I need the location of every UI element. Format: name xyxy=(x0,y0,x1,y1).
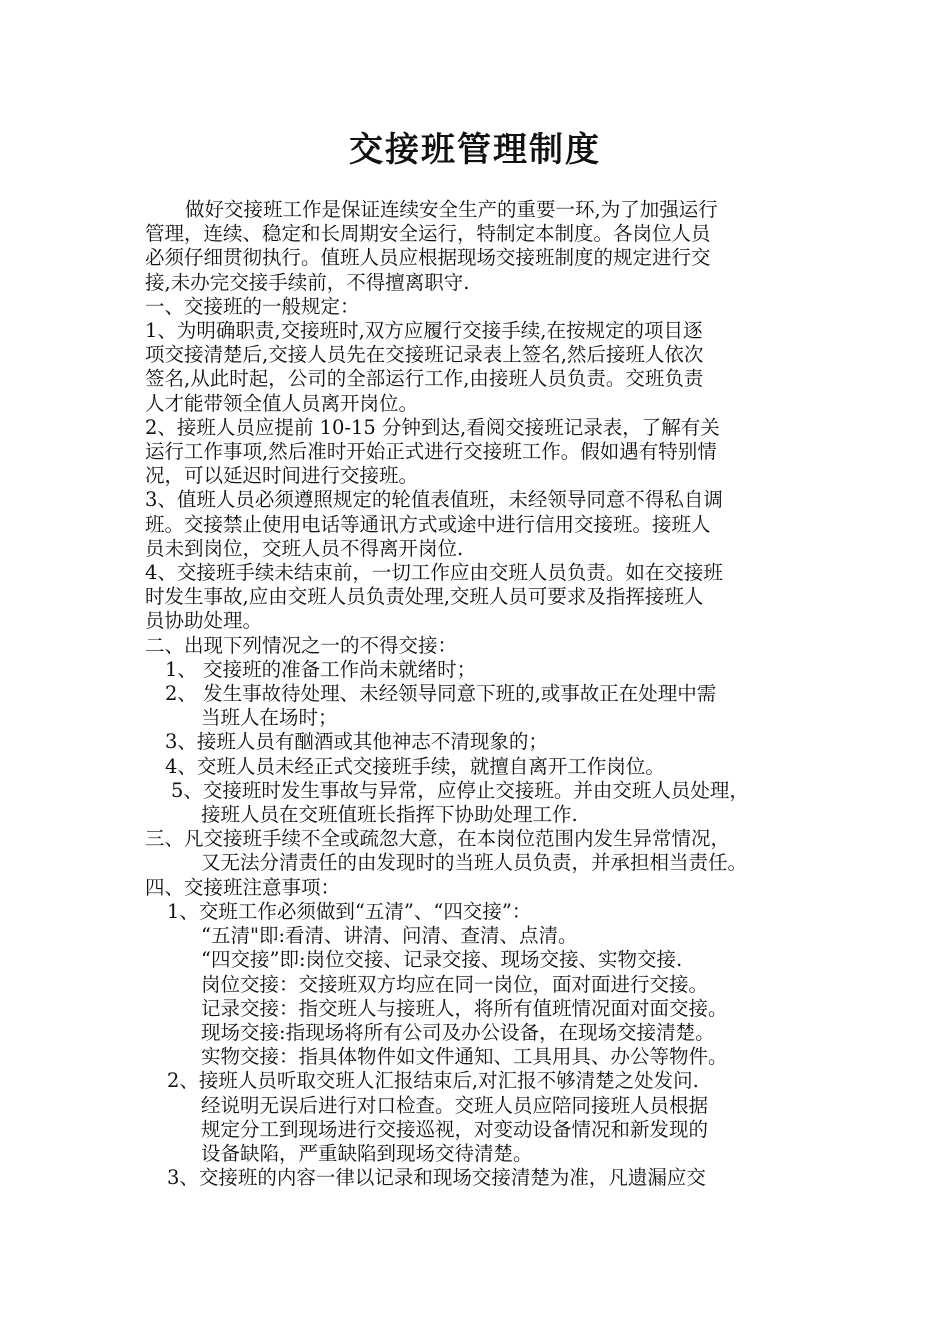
body-line: 况，可以延迟时间进行交接班。 xyxy=(145,464,419,488)
body-line: 员协助处理。 xyxy=(145,609,263,633)
section-heading: 四、交接班注意事项： xyxy=(145,875,341,899)
list-subitem: 实物交接：指具体物件如文件通知、工具用具、办公等物件。 xyxy=(201,1045,728,1069)
body-line: 接,未办完交接手续前，不得擅离职守. xyxy=(145,270,470,294)
body-line: 时发生事故,应由交班人员负责处理,交班人员可要求及指挥接班人 xyxy=(145,585,704,609)
list-subitem: “四交接”即:岗位交接、记录交接、现场交接、实物交接. xyxy=(201,948,683,972)
document-body xyxy=(145,198,815,1190)
body-line: 项交接清楚后,交接人员先在交接班记录表上签名,然后接班人依次 xyxy=(145,343,704,367)
list-item-continuation: 接班人员在交班值班长指挥下协助处理工作. xyxy=(201,803,578,827)
list-item: 1、 交接班的准备工作尚未就绪时； xyxy=(165,657,477,681)
list-subitem: 现场交接:指现场将所有公司及办公设备，在现场交接清楚。 xyxy=(201,1020,715,1044)
list-item: 2、 发生事故待处理、未经领导同意下班的,或事故正在处理中需 xyxy=(165,682,717,706)
body-line: 3、值班人员必须遵照规定的轮值表值班，未经领导同意不得私自调 xyxy=(145,488,723,512)
list-subitem: “五清"即:看清、讲清、问清、查清、点清。 xyxy=(201,924,578,948)
section-heading: 二、出现下列情况之一的不得交接： xyxy=(145,633,458,657)
list-item: 4、交班人员未经正式交接班手续，就擅自离开工作岗位。 xyxy=(165,754,665,778)
body-line: 必须仔细贯彻执行。值班人员应根据现场交接班制度的规定进行交 xyxy=(145,246,711,270)
body-line: 班。交接禁止使用电话等通讯方式或途中进行信用交接班。接班人 xyxy=(145,512,711,536)
body-line: 人才能带领全值人员离开岗位。 xyxy=(145,391,419,415)
list-item: 1、交班工作必须做到“五清”、“四交接”： xyxy=(167,899,532,923)
intro-line-1: 做好交接班工作是保证连续安全生产的重要一环,为了加强运行 xyxy=(185,198,718,221)
list-item: 5、交接班时发生事故与异常，应停止交接班。并由交班人员处理， xyxy=(171,778,749,802)
list-item-continuation: 经说明无误后进行对口检查。交班人员应陪同接班人员根据 xyxy=(201,1093,709,1117)
body-line: 4、交接班手续未结束前，一切工作应由交班人员负责。如在交接班 xyxy=(145,561,723,585)
list-item: 3、接班人员有酗酒或其他神志不清现象的； xyxy=(165,730,548,754)
body-line: 签名,从此时起，公司的全部运行工作,由接班人员负责。交班负责 xyxy=(145,367,704,391)
section-continuation: 又无法分清责任的由发现时的当班人员负责，并承担相当责任。 xyxy=(201,851,748,875)
body-line: 管理，连续、稳定和长周期安全运行，特制定本制度。各岗位人员 xyxy=(145,222,711,246)
list-item-continuation: 设备缺陷，严重缺陷到现场交待清楚。 xyxy=(201,1141,533,1165)
section-heading: 三、凡交接班手续不全或疏忽大意，在本岗位范围内发生异常情况， xyxy=(145,827,731,851)
list-item: 3、交接班的内容一律以记录和现场交接清楚为准，凡遗漏应交 xyxy=(167,1166,706,1190)
body-line: 2、接班人员应提前 10-15 分钟到达,看阅交接班记录表，了解有关 xyxy=(145,415,720,439)
body-line: 运行工作事项,然后准时开始正式进行交接班工作。假如遇有特别情 xyxy=(145,440,717,464)
page-title: 交接班管理制度 xyxy=(349,130,601,170)
section-heading: 一、交接班的一般规定： xyxy=(145,294,360,318)
list-item: 2、接班人员听取交班人汇报结束后,对汇报不够清楚之处发问. xyxy=(167,1069,699,1093)
body-line: 1、为明确职责,交接班时,双方应履行交接手续,在按规定的项目逐 xyxy=(145,319,703,343)
body-line: 员未到岗位，交班人员不得离开岗位. xyxy=(145,536,464,560)
list-item-continuation: 规定分工到现场进行交接巡视，对变动设备情况和新发现的 xyxy=(201,1117,709,1141)
list-subitem: 记录交接：指交班人与接班人，将所有值班情况面对面交接。 xyxy=(201,996,728,1020)
list-item-continuation: 当班人在场时； xyxy=(201,706,338,730)
list-subitem: 岗位交接：交接班双方均应在同一岗位，面对面进行交接。 xyxy=(201,972,709,996)
